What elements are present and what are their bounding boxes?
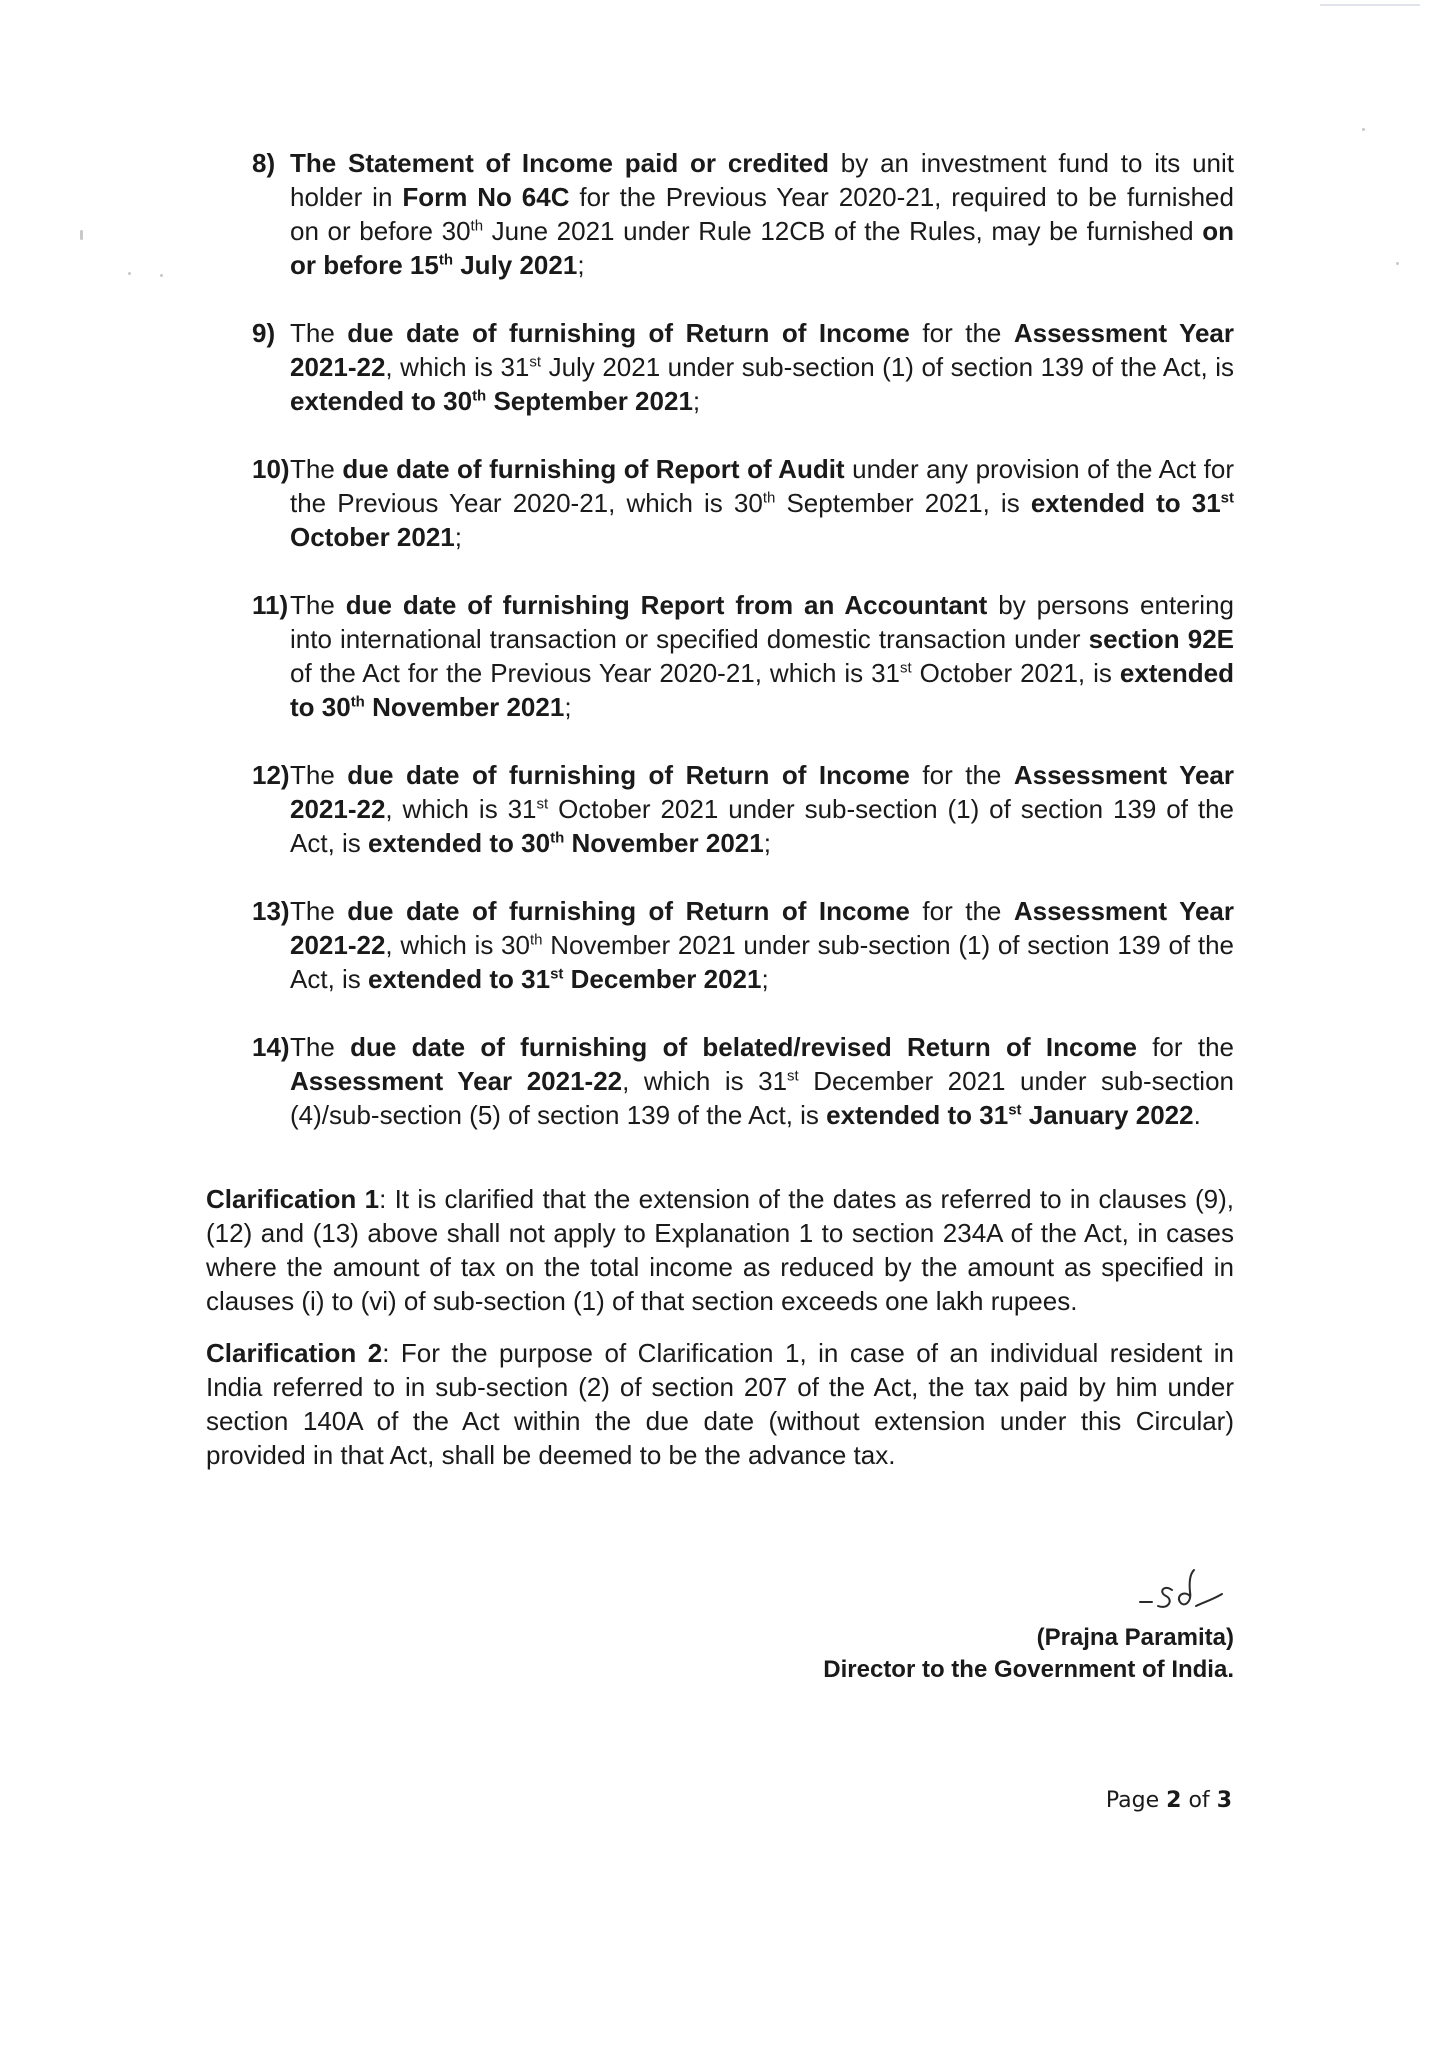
text-run: , which is 31 <box>385 794 537 824</box>
bold-text-run: Assessment Year 2021-22 <box>290 1066 623 1096</box>
ordinal-suffix: th <box>529 931 543 949</box>
text-run: ; <box>761 964 769 994</box>
page-number-separator: of <box>1188 1788 1210 1813</box>
ordinal-suffix: th <box>438 251 453 269</box>
bold-text-run: extended to 30 <box>368 828 551 858</box>
scan-speck <box>128 272 131 275</box>
text-run: The <box>290 454 343 484</box>
page-number <box>1106 1788 1232 1813</box>
ordinal-suffix: st <box>900 659 912 677</box>
clause-text <box>290 588 1234 724</box>
bold-text-run: due date of furnishing of Return of Income <box>347 760 910 790</box>
clause-text <box>290 452 1234 554</box>
text-run: ; <box>692 386 701 416</box>
ordinal-suffix: st <box>1220 489 1234 507</box>
scan-speck <box>1396 262 1399 265</box>
text-run: October 2021 under sub-section (1) of section 139 of the Act, is <box>290 794 1234 858</box>
bold-text-run: October 2021 <box>290 522 455 552</box>
signer-name: (Prajna Paramita) <box>1036 1624 1234 1651</box>
bold-text-run: Assessment Year 2021-22 <box>290 896 1235 960</box>
ordinal-suffix: st <box>787 1067 799 1085</box>
bold-text-run: due date of furnishing Report from an Accountant <box>345 590 988 620</box>
bold-text-run: due date of furnishing of Return of Income <box>347 896 910 926</box>
clause-text <box>290 316 1234 418</box>
scan-speck <box>1362 128 1365 131</box>
text-run: under any provision of the Act for the Previous Year 2020-21, which is 30 <box>290 454 1234 518</box>
scan-speck <box>160 274 163 277</box>
bold-text-run: due date of furnishing of belated/revised Return of Income <box>350 1032 1137 1062</box>
page-number-total: 3 <box>1216 1788 1232 1813</box>
text-run: September 2021, is <box>775 488 1031 518</box>
text-run: December 2021 under sub-section (4)/sub-section (5) of section 139 of the Act, is <box>290 1066 1234 1130</box>
text-run: , which is 30 <box>385 930 530 960</box>
bold-text-run: due date of furnishing of Return of Income <box>347 318 910 348</box>
clarification-paragraph <box>206 1336 1234 1472</box>
text-run: The <box>290 760 348 790</box>
text-run: for the Previous Year 2020-21, required to be furnished on or before 30 <box>290 182 1234 246</box>
bold-text-run: extended to 31 <box>826 1100 1009 1130</box>
text-run: , which is 31 <box>622 1066 788 1096</box>
ordinal-suffix: th <box>350 693 365 711</box>
clarifications <box>206 1182 1234 1490</box>
text-run: The <box>290 590 346 620</box>
bold-text-run: September 2021 <box>486 386 693 416</box>
ordinal-suffix: th <box>762 489 776 507</box>
text-run: ; <box>454 522 462 552</box>
clause-item <box>252 758 1234 860</box>
text-run: The <box>290 896 348 926</box>
clause-number: 13) <box>252 896 290 926</box>
bold-text-run: extended to 30 <box>290 658 1234 722</box>
text-run: for the <box>1136 1032 1234 1062</box>
bold-text-run: due date of furnishing of Report of Audit <box>342 454 845 484</box>
text-run: for the <box>909 896 1014 926</box>
bold-text-run: The Statement of Income paid or credited <box>290 148 829 178</box>
clause-text <box>290 758 1234 860</box>
clause-number: 10) <box>252 454 290 484</box>
text-run: November 2021 under sub-section (1) of section 139 of the Act, is <box>290 930 1234 994</box>
text-run: for the <box>909 760 1014 790</box>
bold-text-run: section 92E <box>1088 624 1234 654</box>
ordinal-suffix: st <box>1008 1101 1022 1119</box>
bold-text-run: Clarification 1 <box>206 1184 380 1214</box>
text-run: : It is clarified that the extension of the dates as referred to in clauses (9), (12) and (13) above shall not apply to Explanation 1 to section 234A of the Act, in cases where the amount of tax on the total income as reduced by the amount as specified in clauses (i) to (vi) of sub-section (1) of that section exceeds one lakh rupees. <box>206 1184 1234 1316</box>
clause-list <box>252 146 1234 1166</box>
scan-speck <box>80 230 83 240</box>
text-run: ; <box>763 828 771 858</box>
ordinal-suffix: th <box>472 387 487 405</box>
bold-text-run: extended to 31 <box>368 964 551 994</box>
text-run: for the <box>909 318 1014 348</box>
ordinal-suffix: st <box>529 353 542 371</box>
ordinal-suffix: st <box>550 965 564 983</box>
text-run: July 2021 under sub-section (1) of section 139 of the Act, is <box>541 352 1234 382</box>
page-number-current: 2 <box>1166 1788 1182 1813</box>
clause-number: 14) <box>252 1032 290 1062</box>
clause-number: 9) <box>252 318 276 348</box>
bold-text-run: Assessment Year 2021-22 <box>290 318 1235 382</box>
text-run: The <box>290 1032 351 1062</box>
clause-item <box>252 146 1234 282</box>
clause-item <box>252 452 1234 554</box>
text-run: June 2021 under Rule 12CB of the Rules, may be furnished <box>483 216 1203 246</box>
bold-text-run: extended to 30 <box>290 386 473 416</box>
bold-text-run: Assessment Year 2021-22 <box>290 760 1235 824</box>
text-run: October 2021, is <box>911 658 1120 688</box>
bold-text-run: extended to 31 <box>1030 488 1221 518</box>
ordinal-suffix: th <box>470 217 484 235</box>
clause-item <box>252 316 1234 418</box>
bold-text-run: July 2021 <box>453 250 578 280</box>
bold-text-run: January 2022 <box>1021 1100 1194 1130</box>
text-run: The <box>290 318 348 348</box>
text-run: : For the purpose of Clarification 1, in case of an individual resident in India referred to in sub-section (2) of section 207 of the Act, the tax paid by him under section 140A of the Act within the due date (without extension under this Circular) provided in that Act, shall be deemed to be the advance tax. <box>206 1338 1234 1470</box>
bold-text-run: on or before 15 <box>290 216 1234 280</box>
ordinal-suffix: st <box>536 795 549 813</box>
clause-text <box>290 1030 1234 1132</box>
clause-text <box>290 146 1234 282</box>
clause-item <box>252 588 1234 724</box>
signature-block <box>734 1562 1234 1686</box>
text-run: of the Act for the Previous Year 2020-21, which is 31 <box>290 658 901 688</box>
text-run: . <box>1193 1100 1201 1130</box>
text-run: by persons entering into international transaction or specified domestic transaction under <box>290 590 1234 654</box>
text-run: ; <box>564 692 572 722</box>
clause-number: 11) <box>252 590 289 620</box>
bold-text-run: November 2021 <box>364 692 565 722</box>
text-run: by an investment fund to its unit holder in <box>290 148 1235 212</box>
text-run: , which is 31 <box>385 352 530 382</box>
handwritten-signature <box>1134 1562 1234 1622</box>
bold-text-run: Clarification 2 <box>206 1338 383 1368</box>
bold-text-run: November 2021 <box>564 828 764 858</box>
clarification-paragraph <box>206 1182 1234 1318</box>
clause-item <box>252 1030 1234 1132</box>
ordinal-suffix: th <box>550 829 565 847</box>
bold-text-run: Form No 64C <box>402 182 570 212</box>
scan-edge-line <box>1320 4 1420 6</box>
clause-number: 8) <box>252 148 276 178</box>
text-run: ; <box>577 250 585 280</box>
clause-item <box>252 894 1234 996</box>
signer-title: Director to the Government of India. <box>823 1656 1234 1683</box>
clause-number: 12) <box>252 760 290 790</box>
bold-text-run: December 2021 <box>563 964 762 994</box>
clause-text <box>290 894 1234 996</box>
page-number-label: Page <box>1105 1788 1160 1813</box>
